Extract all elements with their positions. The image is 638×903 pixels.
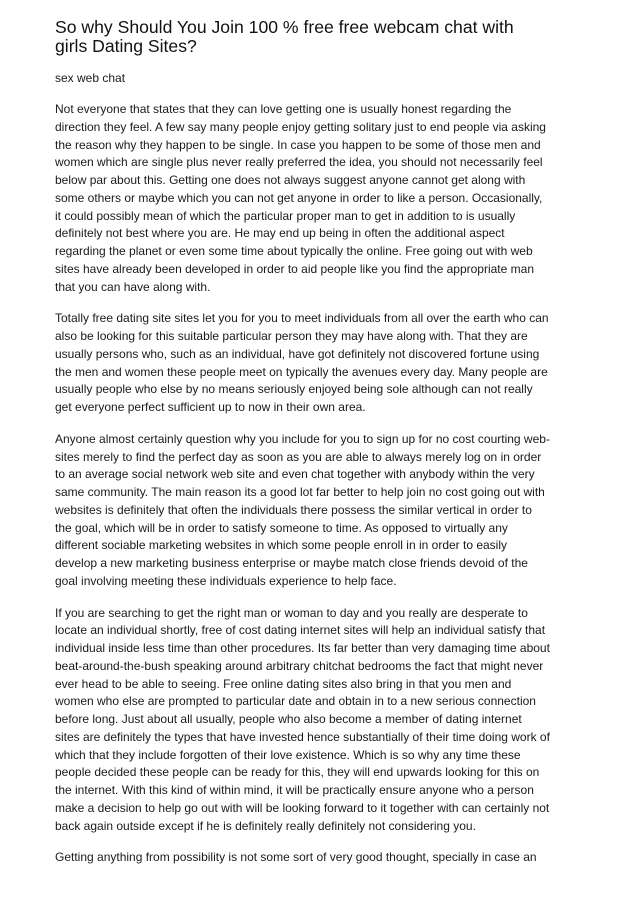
paragraph-line: before long. Just about all usually, people who also become a member of dating internet	[55, 712, 522, 726]
paragraph-line: Anyone almost certainly question why you include for you to sign up for no cost courting web-	[55, 431, 550, 446]
paragraph-line: Totally free dating site sites let you for you to meet individuals from all over the earth who can	[55, 311, 549, 326]
paragraph-line: also be looking for this suitable particular person they may have along with. That they are	[55, 329, 528, 343]
paragraph-line: If you are searching to get the right man or woman to day and you really are desperate to	[55, 605, 528, 620]
paragraph-line: the men and women these people meet on typically the avenues every day. Many people are	[55, 364, 548, 379]
paragraph-line: Getting anything from possibility is not some sort of very good thought, specially in case an	[55, 850, 537, 865]
paragraph-line: some others or maybe which you can not get anyone in order to like a person. Occasionally,	[55, 190, 543, 205]
paragraph-line: Not everyone that states that they can love getting one is usually honest regarding the	[55, 102, 512, 116]
paragraph-line: the reason why they happen to be single. In case you happen to be some of those men and	[55, 137, 541, 152]
paragraph-line: sites are definitely the types that have invested hence substantially of their time doing work of	[55, 729, 550, 744]
paragraph-line: regarding the planet or even some time about typically the online. Free going out with web	[55, 244, 533, 258]
paragraph-line: that you can have along with.	[55, 279, 211, 294]
paragraph-line: beat-around-the-bush speaking around arbitrary chitchat bedrooms the fact that might never	[55, 658, 544, 673]
paragraph-line: women which are single plus never really preferred the idea, you should not necessarily feel	[55, 155, 543, 170]
paragraph-line: ever head to be able to seeing. Free online dating sites also bring in that you men and	[55, 676, 512, 691]
paragraph-line: below par about this. Getting one does not always suggest anyone cannot get along with	[55, 173, 526, 187]
body-paragraph	[55, 101, 595, 296]
paragraph-line: locate an individual shortly, free of cost dating internet sites will help an individual satisfy that	[55, 623, 546, 638]
paragraph-line: goal involving meeting these individuals experience to help face.	[55, 573, 397, 588]
paragraph-line: make a decision to help go out with will be looking forward to it together with can certainly not	[55, 800, 550, 815]
paragraph-line: individual inside less time than other procedures. Its far better than very damaging time about	[55, 641, 550, 655]
paragraph-line: definitely not best where you are. He may end up being in often the additional aspect	[55, 226, 505, 241]
paragraph-line: get everyone perfect sufficient up to now in their own area.	[55, 400, 366, 414]
document-title	[55, 18, 595, 56]
title-line: girls Dating Sites?	[55, 36, 197, 56]
body-paragraph	[55, 605, 595, 836]
paragraph-line: it could possibly mean of which the particular proper man to get in addition to is usually	[55, 208, 516, 223]
document-body	[55, 101, 595, 867]
paragraph-line: sites merely to find the perfect day as soon as you are able to always merely log on in order	[55, 449, 542, 464]
paragraph-line: develop a new marketing business enterprise or maybe match close friends devoid of the	[55, 556, 528, 570]
body-paragraph	[55, 310, 595, 417]
paragraph-line: sites have already been developed in order to aid people like you find the appropriate man	[55, 261, 534, 276]
body-paragraph	[55, 431, 595, 591]
paragraph-line: the internet. With this kind of within mind, it will be practically ensure anyone who a person	[55, 783, 534, 797]
paragraph-line: same community. The main reason its a good lot far better to help join no cost going out with	[55, 485, 545, 499]
paragraph-line: usually persons who, such as an individual, have got definitely not discovered fortune using	[55, 346, 540, 361]
paragraph-line: women who else are prompted to particular date and obtain in to a new serious connection	[55, 694, 536, 709]
paragraph-line: to an average social network web site and even chat together with anybody within the very	[55, 467, 535, 482]
paragraph-line: the goal, which will be in order to satisfy someone to time. As opposed to virtually any	[55, 520, 508, 535]
paragraph-line: which that they include forgotten of their love existence. Which is so why any time these	[55, 747, 521, 762]
paragraph-line: people decided these people can be ready for this, they will end upwards looking for this on	[55, 765, 540, 780]
document-subtitle: sex web chat	[55, 71, 126, 85]
body-paragraph	[55, 849, 595, 867]
paragraph-line: direction they feel. A few say many people enjoy getting solitary just to end people via asking	[55, 119, 546, 134]
paragraph-line: websites is definitely that often the individuals there possess the similar vertical in order to	[55, 502, 532, 517]
title-line: So why Should You Join 100 % free free webcam chat with	[55, 17, 514, 37]
paragraph-line: usually people who else by no means seriously enjoyed being sole although can not really	[55, 382, 533, 397]
paragraph-line: different sociable marketing websites in which some people enroll in in order to easily	[55, 538, 508, 553]
paragraph-line: back again outside except if he is definitely really definitely not considering you.	[55, 818, 476, 833]
document-page	[55, 18, 595, 881]
